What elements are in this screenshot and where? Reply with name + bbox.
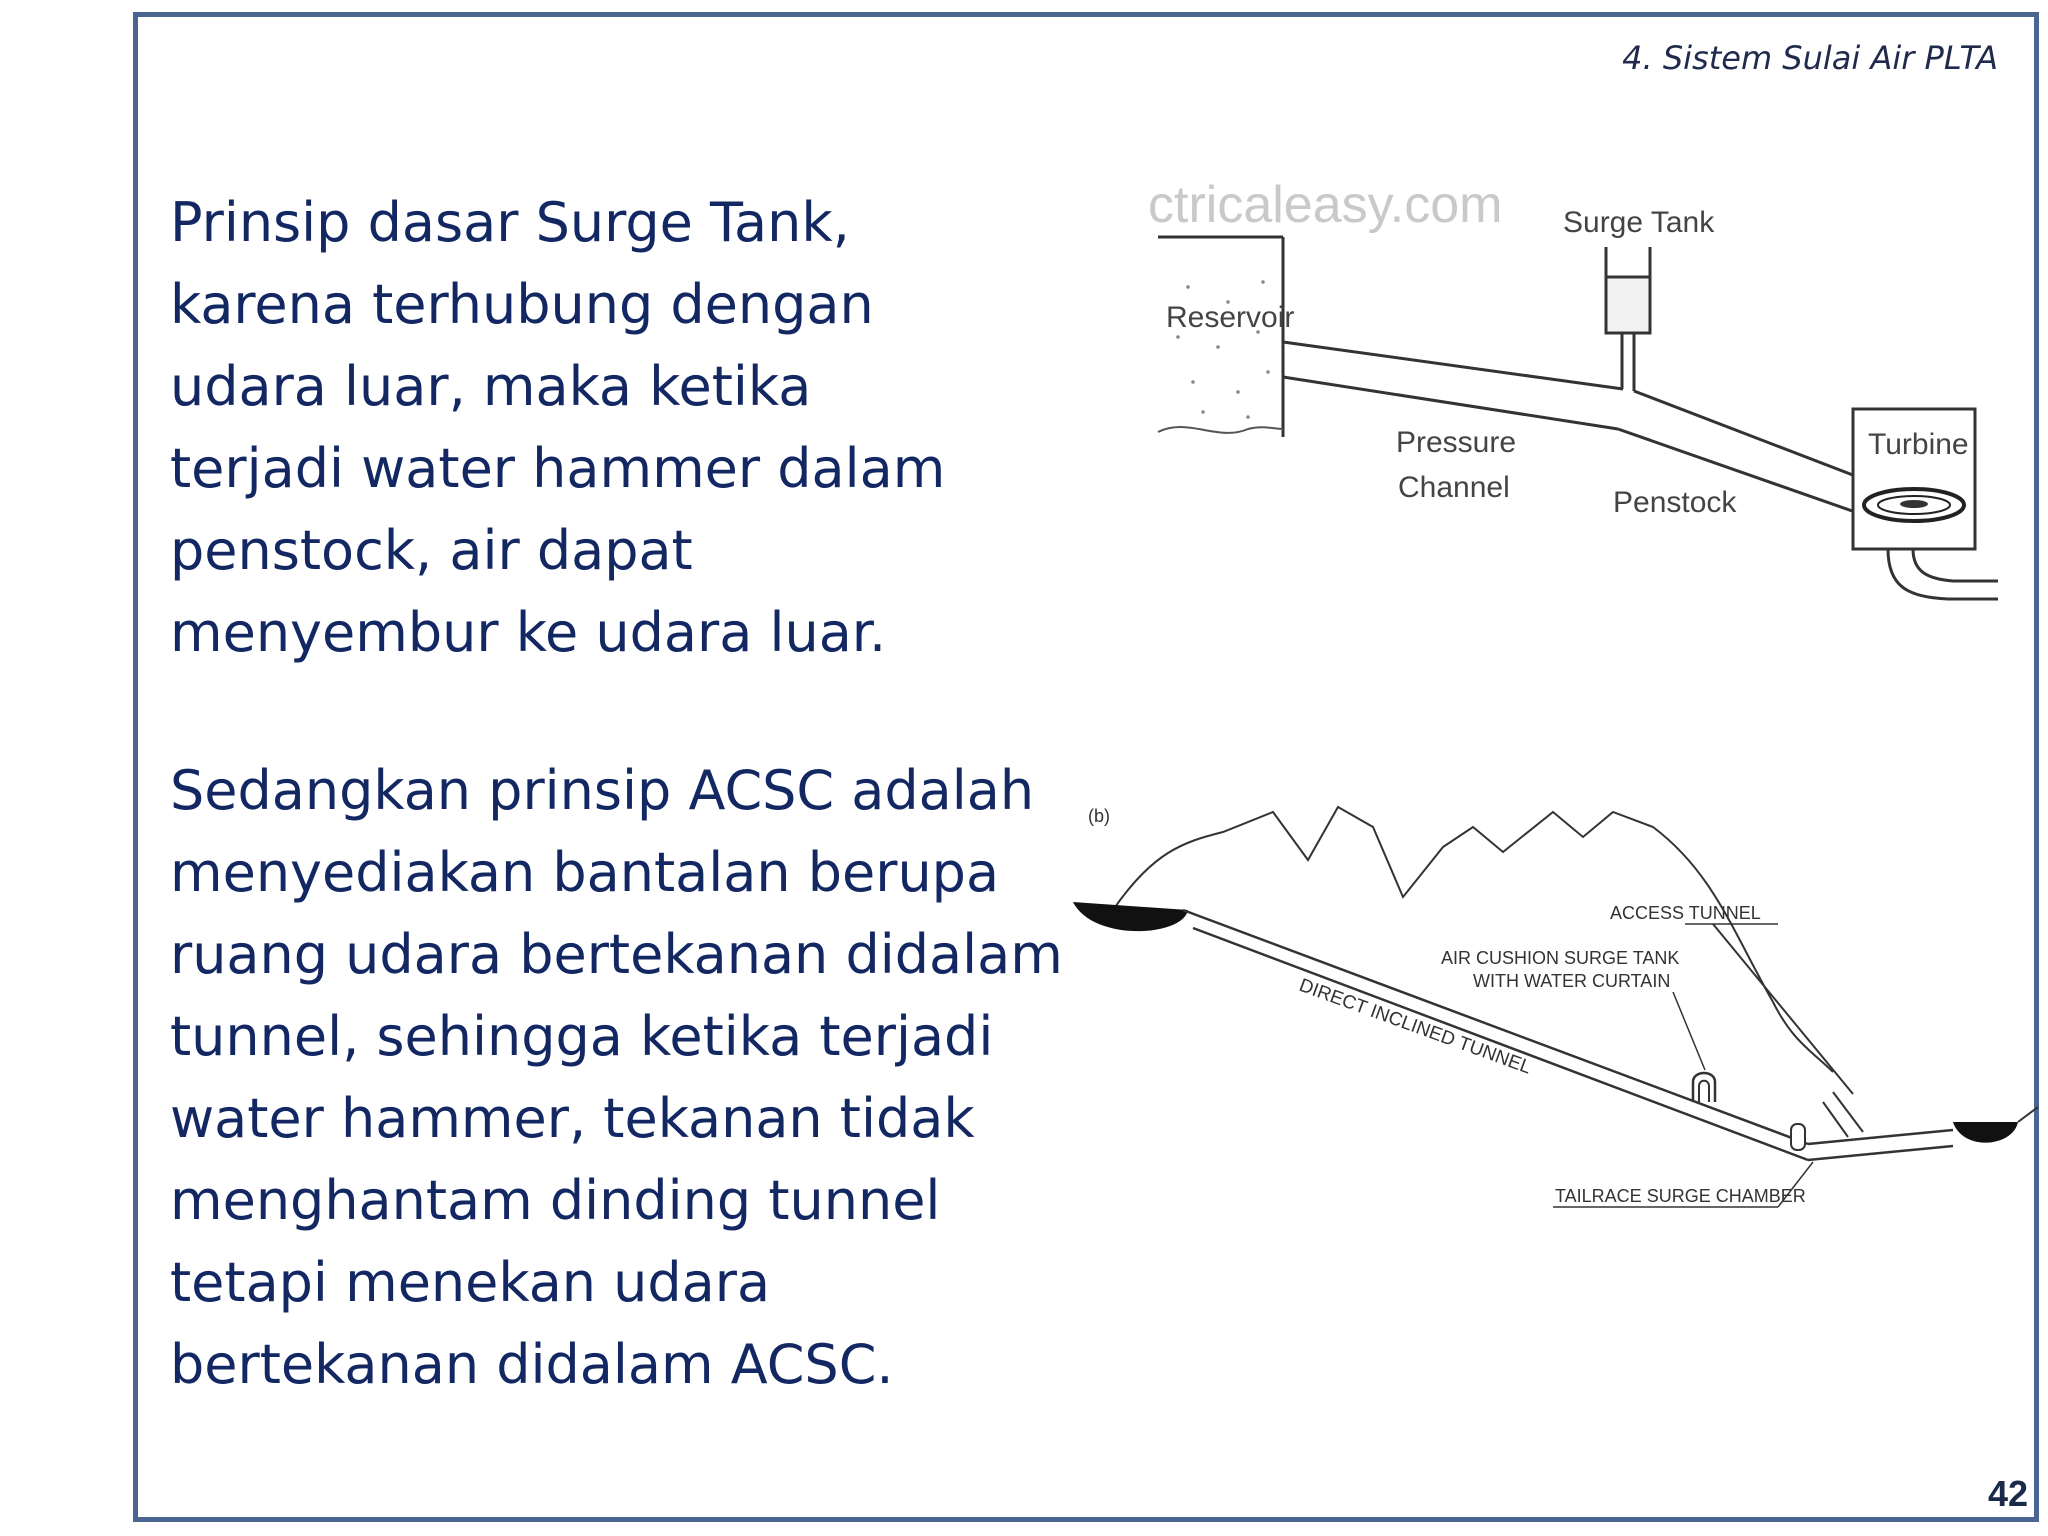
label-air-cushion-2: WITH WATER CURTAIN <box>1473 971 1671 991</box>
label-turbine: Turbine <box>1868 428 1969 461</box>
acsc-diagram <box>1073 792 2048 1212</box>
label-figure-b: (b) <box>1088 806 1110 826</box>
paragraph-acsc: Sedangkan prinsip ACSC adalah menyediakan bantalan berupa ruang udara bertekanan didalam tunnel, sehingga ketika terjadi water hammer, tekanan tidak menghantam dinding tunnel tetapi menekan udara bertekanan didalam ACSC. <box>170 759 1063 1396</box>
section-title: 4. Sistem Sulai Air PLTA <box>1622 39 1998 77</box>
label-reservoir: Reservoir <box>1166 301 1295 334</box>
label-channel: Channel <box>1398 471 1510 504</box>
label-surge-tank: Surge Tank <box>1563 206 1715 239</box>
label-access-tunnel: ACCESS TUNNEL <box>1610 903 1761 923</box>
paragraph-surge-tank: Prinsip dasar Surge Tank, karena terhubung dengan udara luar, maka ketika terjadi water hammer dalam penstock, air dapat menyembur ke udara luar. <box>170 191 946 664</box>
label-pressure: Pressure <box>1396 426 1517 459</box>
label-direct-tunnel: DIRECT INCLINED TUNNEL <box>1296 974 1534 1079</box>
slide-frame <box>133 12 2039 1522</box>
page-number: 42 <box>1987 1473 2028 1514</box>
label-tailrace: TAILRACE SURGE CHAMBER <box>1555 1186 1806 1206</box>
label-air-cushion-1: AIR CUSHION SURGE TANK <box>1441 948 1680 968</box>
surge-tank-diagram <box>1018 167 1998 627</box>
watermark-text: ctricaleasy.com <box>1148 176 1503 234</box>
label-penstock: Penstock <box>1613 486 1737 519</box>
